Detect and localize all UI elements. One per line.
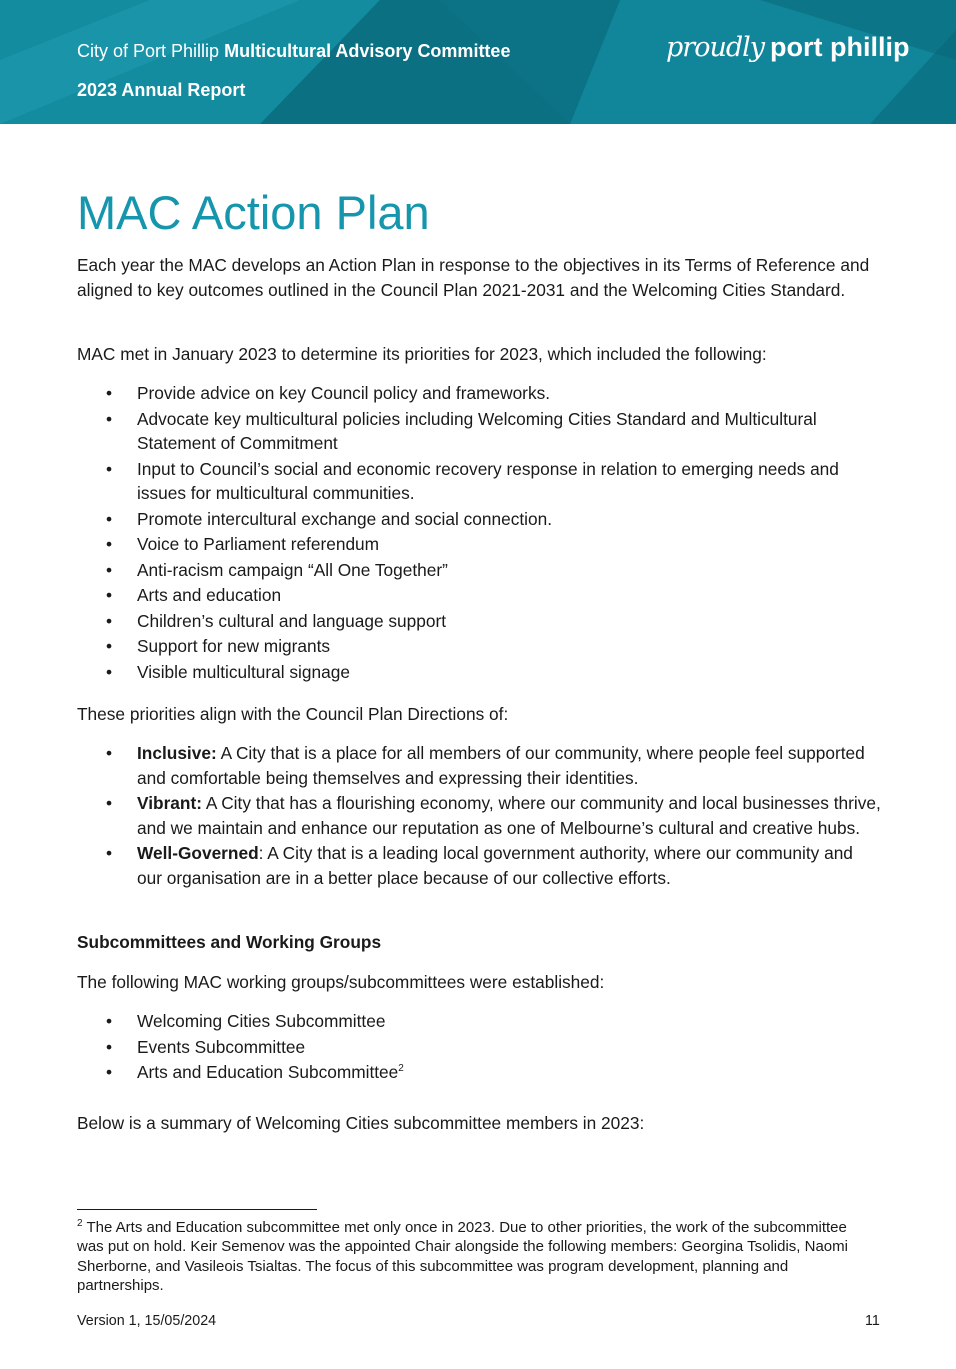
priorities-intro: MAC met in January 2023 to determine its priorities for 2023, which included the following: (77, 344, 767, 364)
proudly-port-phillip-logo (666, 32, 910, 63)
list-item-text: Arts and Education Subcommittee (137, 1062, 399, 1082)
directions-list (77, 741, 882, 891)
list-item: • Arts and education (77, 583, 882, 608)
list-item: • Input to Council’s social and economic recovery response in relation to emerging needs and issues for multicultural communities. (77, 457, 882, 506)
priorities-list (77, 381, 882, 685)
summary-line: Below is a summary of Welcoming Cities subcommittee members in 2023: (77, 1113, 645, 1133)
page-title: MAC Action Plan (77, 186, 430, 239)
list-item: • Events Subcommittee (77, 1035, 882, 1060)
list-item (77, 1060, 882, 1085)
org-prefix: City of Port Phillip (77, 41, 220, 61)
list-item: • Visible multicultural signage (77, 660, 882, 685)
list-item: • Voice to Parliament referendum (77, 532, 882, 557)
banner-org-line (77, 41, 510, 62)
direction-text: A City that is a place for all members of our community, where people feel supported and comfortable being themselves and expressing their identities. (137, 743, 865, 788)
header-banner (0, 0, 956, 124)
direction-text: A City that has a flourishing economy, where our community and local businesses thrive, and we maintain and enhance our reputation as one of Melbourne’s cultural and creative hubs. (137, 793, 881, 838)
direction-well-governed (77, 841, 882, 890)
footnote-marker: 2 (77, 1218, 83, 1229)
directions-intro: These priorities align with the Council Plan Directions of: (77, 704, 509, 724)
page-number: 11 (865, 1313, 880, 1329)
list-item: • Anti-racism campaign “All One Together” (77, 558, 882, 583)
intro-paragraph: Each year the MAC develops an Action Plan in response to the objectives in its Terms of Reference and aligned to key outcomes outlined in the Council Plan 2021-2031 and the Welcoming Cities Standard. (77, 255, 870, 300)
direction-inclusive (77, 741, 882, 790)
list-item: • Welcoming Cities Subcommittee (77, 1009, 882, 1034)
list-item: • Advocate key multicultural policies including Welcoming Cities Standard and Multicultural Statement of Commitment (77, 407, 882, 456)
logo-script: proudly (666, 32, 765, 63)
direction-term: Vibrant: (137, 793, 202, 813)
footnote (77, 1218, 877, 1295)
list-item: • Children’s cultural and language support (77, 609, 882, 634)
footnote-text: The Arts and Education subcommittee met only once in 2023. Due to other priorities, the work of the subcommittee was put on hold. Keir Semenov was the appointed Chair alongside the following members: Georgina Tsolidis, Naomi Sherborne, and Vasileois Tsialtas. The focus of this subcommittee was program development, planning and partnerships. (77, 1219, 848, 1294)
direction-text: : A City that is a leading local government authority, where our community and our organisation are in a better place because of our collective efforts. (137, 843, 853, 888)
org-committee: Multicultural Advisory Committee (224, 41, 511, 61)
subcommittees-heading: Subcommittees and Working Groups (77, 932, 382, 952)
subcommittees-list (77, 1009, 882, 1086)
list-item: • Provide advice on key Council policy and frameworks. (77, 381, 882, 406)
list-item: • Promote intercultural exchange and social connection. (77, 507, 882, 532)
list-item: • Support for new migrants (77, 634, 882, 659)
footnote-divider (77, 1209, 317, 1210)
subcommittees-intro: The following MAC working groups/subcommittees were established: (77, 972, 605, 992)
version-label: Version 1, 15/05/2024 (77, 1313, 217, 1329)
footnote-reference[interactable]: 2 (398, 1063, 404, 1075)
direction-term: Well-Governed (137, 843, 259, 863)
direction-vibrant (77, 791, 882, 840)
report-title: 2023 Annual Report (77, 80, 246, 100)
direction-term: Inclusive: (137, 743, 217, 763)
logo-brand: port phillip (770, 32, 910, 62)
